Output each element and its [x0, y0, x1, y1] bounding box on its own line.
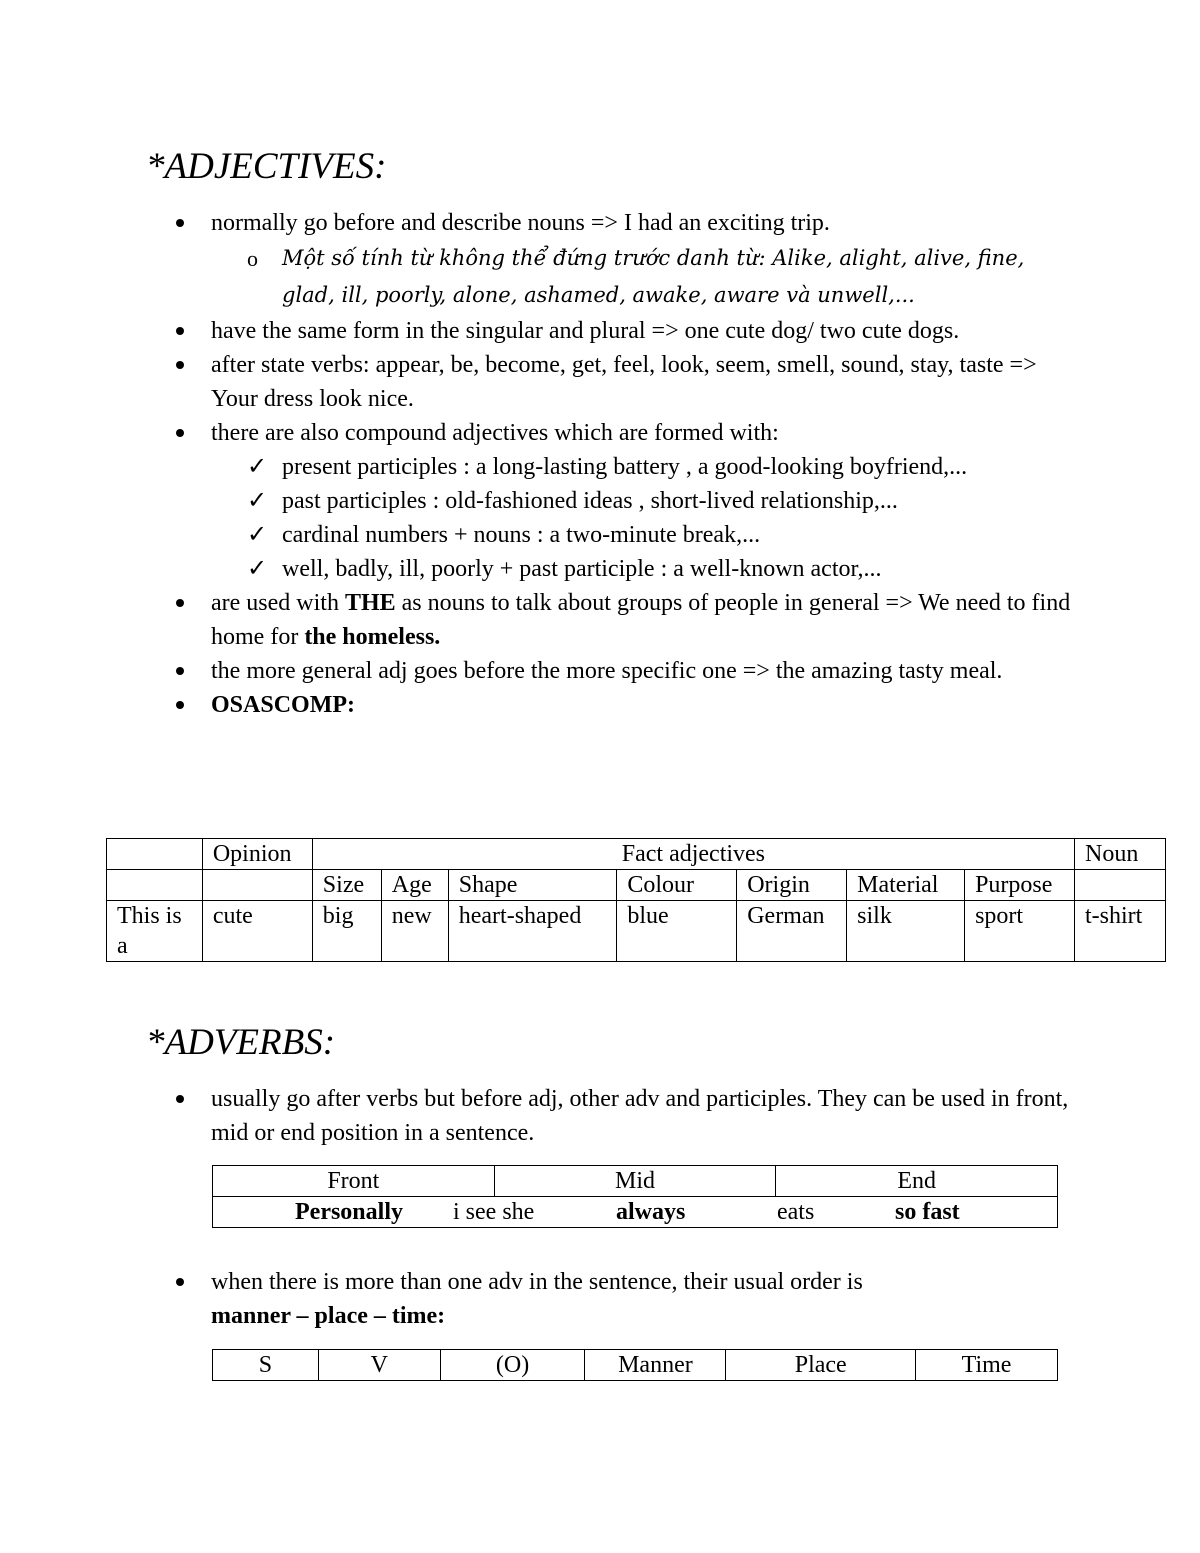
- osascomp-table: [106, 838, 1166, 962]
- adverbs-bullet-list-2: [0, 1265, 1071, 1333]
- table-cell: Place: [726, 1350, 916, 1381]
- table-cell: cute: [202, 901, 312, 962]
- table-cell: Fact adjectives: [312, 839, 1074, 870]
- checkmark-icon: ✓: [247, 488, 268, 514]
- table-cell: [202, 870, 312, 901]
- table-cell: End: [776, 1166, 1058, 1197]
- table-cell: Front: [213, 1166, 495, 1197]
- table-cell: [107, 839, 203, 870]
- list-item: ✓ cardinal numbers + nouns : a two-minute break,...: [0, 518, 1072, 552]
- list-item: when there is more than one adv in the sentence, their usual order is manner – place – time:: [0, 1265, 1071, 1333]
- list-item: after state verbs: appear, be, become, get, feel, look, seem, smell, sound, stay, taste => Your dress look nice.: [0, 348, 1071, 416]
- table-row: [107, 901, 1166, 962]
- bullet-icon: [176, 1095, 184, 1103]
- list-item: there are also compound adjectives which are formed with:: [0, 416, 1071, 450]
- table-cell: Opinion: [202, 839, 312, 870]
- table-cell: Purpose: [965, 870, 1075, 901]
- example-word: eats: [777, 1199, 815, 1225]
- checkmark-icon: ✓: [247, 556, 268, 582]
- table-row: [213, 1166, 1058, 1197]
- table-row: [107, 870, 1166, 901]
- table-row: [213, 1197, 1058, 1228]
- bullet-icon: [176, 327, 184, 335]
- table-row: [107, 839, 1166, 870]
- checkmark-icon: ✓: [247, 522, 268, 548]
- list-item: usually go after verbs but before adj, other adv and participles. They can be used in front, mid or end position in a sentence.: [0, 1082, 1071, 1150]
- table-cell: Shape: [448, 870, 617, 901]
- table-cell: (O): [440, 1350, 585, 1381]
- bullet-icon: [176, 361, 184, 369]
- table-cell: t-shirt: [1075, 901, 1166, 962]
- adjectives-heading: *ADJECTIVES:: [146, 146, 387, 187]
- table-cell: [213, 1197, 1058, 1228]
- list-item: OSASCOMP:: [0, 688, 1071, 722]
- adjectives-bullet-list: [0, 206, 1072, 722]
- adverb-order-table: [212, 1349, 1058, 1381]
- bullet-icon: [176, 1278, 184, 1286]
- table-cell: Time: [916, 1350, 1058, 1381]
- circle-bullet-icon: o: [247, 246, 258, 271]
- bullet-icon: [176, 667, 184, 675]
- checkmark-icon: ✓: [247, 454, 268, 480]
- table-cell: Noun: [1075, 839, 1166, 870]
- example-word: i see she: [453, 1199, 535, 1225]
- position-table: [212, 1165, 1058, 1228]
- bullet-icon: [176, 701, 184, 709]
- table-cell: Age: [381, 870, 448, 901]
- table-cell: Material: [847, 870, 965, 901]
- example-word-end: so fast: [895, 1199, 960, 1225]
- table-cell: [107, 870, 203, 901]
- bullet-icon: [176, 429, 184, 437]
- bullet-icon: [176, 219, 184, 227]
- table-cell: S: [213, 1350, 319, 1381]
- table-cell: blue: [617, 901, 737, 962]
- adverbs-heading: *ADVERBS:: [146, 1022, 336, 1063]
- table-cell: Origin: [737, 870, 847, 901]
- table-cell: Mid: [494, 1166, 776, 1197]
- table-cell: big: [312, 901, 381, 962]
- list-item: have the same form in the singular and plural => one cute dog/ two cute dogs.: [0, 314, 1071, 348]
- example-word-front: Personally: [295, 1199, 403, 1225]
- table-cell: sport: [965, 901, 1075, 962]
- list-item: o Một số tính từ không thể đứng trước danh từ: Alike, alight, alive, fine, glad, ill, poorly, alone, ashamed, awake, aware và unwell,...: [0, 240, 1072, 314]
- table-cell: heart-shaped: [448, 901, 617, 962]
- table-cell: new: [381, 901, 448, 962]
- table-cell: German: [737, 901, 847, 962]
- table-cell: Size: [312, 870, 381, 901]
- bullet-icon: [176, 599, 184, 607]
- table-cell: silk: [847, 901, 965, 962]
- list-item: ✓ present participles : a long-lasting battery , a good-looking boyfriend,...: [0, 450, 1072, 484]
- example-word-mid: always: [616, 1199, 686, 1225]
- table-cell: [1075, 870, 1166, 901]
- list-item: the more general adj goes before the more specific one => the amazing tasty meal.: [0, 654, 1071, 688]
- list-item: are used with THE as nouns to talk about groups of people in general => We need to find home for the homeless.: [0, 586, 1071, 654]
- list-item: normally go before and describe nouns => I had an exciting trip.: [0, 206, 1071, 240]
- table-cell: This is a: [107, 901, 203, 962]
- table-cell: V: [318, 1350, 440, 1381]
- table-row: [213, 1350, 1058, 1381]
- list-item: ✓ past participles : old-fashioned ideas , short-lived relationship,...: [0, 484, 1072, 518]
- table-cell: Colour: [617, 870, 737, 901]
- list-item: ✓ well, badly, ill, poorly + past participle : a well-known actor,...: [0, 552, 1072, 586]
- table-cell: Manner: [585, 1350, 726, 1381]
- adverbs-bullet-list-1: [0, 1082, 1071, 1150]
